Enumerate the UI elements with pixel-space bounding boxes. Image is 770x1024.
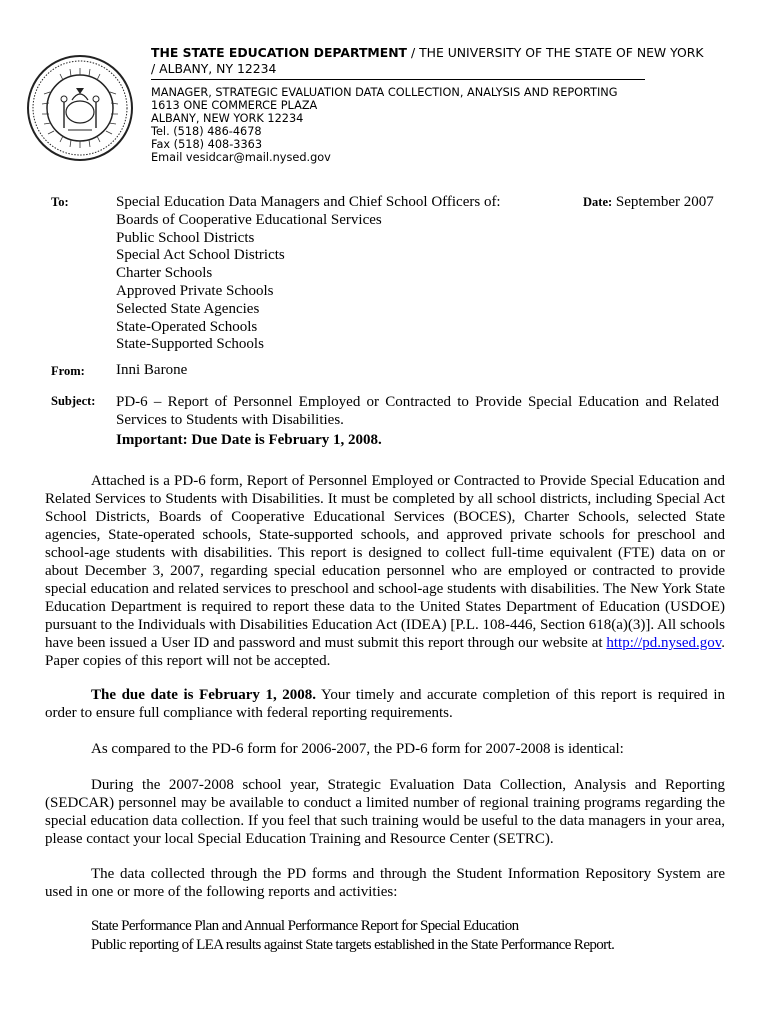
recipient-line: Special Act School Districts — [116, 247, 285, 264]
department-line — [151, 45, 731, 61]
recipient-line: Selected State Agencies — [116, 300, 260, 317]
to-label: To: — [51, 195, 69, 209]
reports-list — [91, 917, 614, 955]
date-value: September 2007 — [612, 194, 714, 210]
recipient-list — [116, 194, 501, 354]
recipient-line: Charter Schools — [116, 265, 213, 282]
from-label: From: — [51, 364, 85, 378]
website-link[interactable]: http://pd.nysed.gov — [606, 635, 722, 651]
recipient-line: Boards of Cooperative Educational Services — [116, 211, 382, 228]
paragraph-due-date — [45, 686, 725, 722]
department-name: THE STATE EDUCATION DEPARTMENT — [151, 45, 408, 60]
due-date-text: Your timely and accurate completion of this report is required in order to ensure full compliance with federal reporting requirements. — [45, 687, 725, 721]
list-item: State Performance Plan and Annual Performance Report for Special Education — [91, 918, 519, 934]
office-telephone: Tel. (518) 486-4678 — [151, 125, 262, 138]
paragraph-reports: The data collected through the PD forms and through the Student Information Repository System are used in one or more of the following reports and activities: — [45, 866, 725, 900]
office-email: Email vesidcar@mail.nysed.gov — [151, 151, 331, 164]
office-city: ALBANY, NEW YORK 12234 — [151, 112, 304, 125]
subject-text: PD-6 – Report of Personnel Employed or Contracted to Provide Special Education and Related Services to Students with Disabilities. — [116, 394, 719, 428]
from-value: Inni Barone — [116, 362, 188, 378]
subject-label: Subject: — [51, 394, 96, 408]
due-date-emphasis: The due date is February 1, 2008. — [91, 687, 317, 703]
office-fax: Fax (518) 408-3363 — [151, 138, 263, 151]
letterhead — [151, 45, 731, 164]
department-city: / ALBANY, NY 12234 — [151, 61, 277, 76]
office-address — [151, 86, 731, 164]
recipient-line: Approved Private Schools — [116, 282, 274, 299]
paragraph-intro-tail: . Paper copies of this report will not be accepted. — [45, 635, 725, 669]
recipient-line: State-Operated Schools — [116, 318, 258, 335]
paragraph-training: During the 2007-2008 school year, Strategic Evaluation Data Collection, Analysis and Reporting (SEDCAR) personnel may be available to conduct a limited number of regional training programs regarding the special education data collection. If you feel that such training would be useful to the data managers in your area, please contact your local Special Education Training and Resource Center (SETRC). — [45, 777, 725, 847]
office-street: 1613 ONE COMMERCE PLAZA — [151, 99, 318, 112]
recipient-line: Special Education Data Managers and Chief School Officers of: — [116, 194, 501, 210]
university-seal-icon — [26, 54, 134, 162]
recipient-line: Public School Districts — [116, 229, 255, 246]
important-notice: Important: Due Date is February 1, 2008. — [116, 432, 382, 448]
recipient-line: State-Supported Schools — [116, 336, 264, 353]
paragraph-intro — [45, 472, 725, 670]
date-label: Date: — [583, 195, 613, 209]
paragraph-comparison: As compared to the PD-6 form for 2006-2007, the PD-6 form for 2007-2008 is identical: — [91, 741, 624, 757]
list-item: Public reporting of LEA results against State targets established in the State Performance Report. — [91, 937, 615, 953]
header-rule — [151, 79, 645, 80]
university-name: / THE UNIVERSITY OF THE STATE OF NEW YORK — [407, 45, 704, 60]
paragraph-intro-text: Attached is a PD-6 form, Report of Personnel Employed or Contracted to Provide Special Education and Related Services to Students with Disabilities. It must be completed by all school districts, including Special Act School Districts, Boards of Cooperative Educational Services (BOCES), Charter Schools, selected State agencies, State-operated schools, State-supported schools, and approved private schools for preschool and school-age students with disabilities. This report is designed to collect full-time equivalent (FTE) data on or about December 3, 2007, regarding special education personnel who are employed or contracted to provide special education and related services to preschool and school-age students with disabilities. The New York State Education Department is required to report these data to the United States Department of Education (USDOE) pursuant to the Individuals with Disabilities Education Act (IDEA) [P.L. 108-446, Section 618(a)(3)]. All schools have been issued a User ID and password and must submit this report through our website at — [45, 473, 725, 651]
office-title: MANAGER, STRATEGIC EVALUATION DATA COLLECTION, ANALYSIS AND REPORTING — [151, 86, 618, 99]
memo-date — [583, 194, 714, 211]
